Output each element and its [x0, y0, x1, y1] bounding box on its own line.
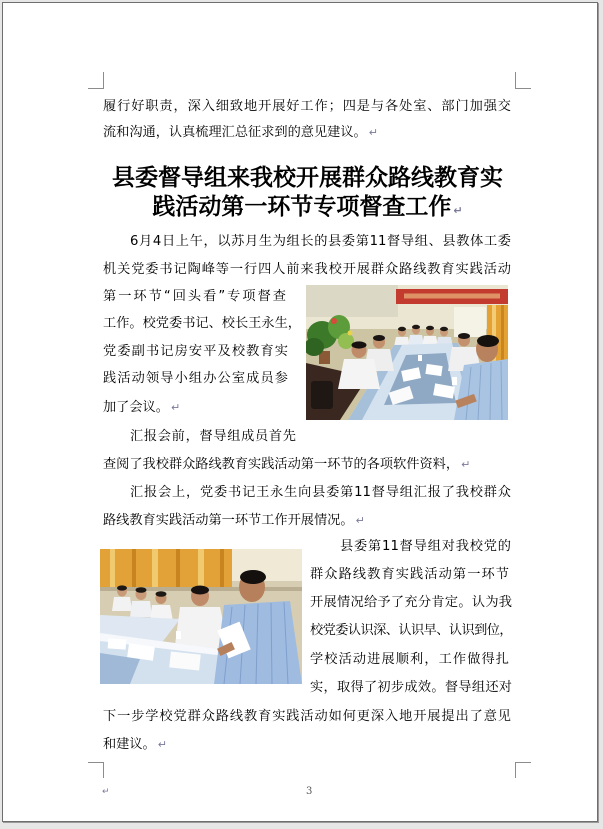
- meeting-photo-1-graphic: [306, 285, 508, 420]
- article-title-line: [103, 193, 512, 221]
- body-line: [103, 123, 378, 143]
- body-line: [103, 455, 470, 475]
- body-line: 校党委认识深、认识早、认识到位，: [310, 623, 512, 638]
- body-line: [103, 735, 167, 755]
- line-text: 流和沟通，认真梳理汇总征求到的意见建议。: [103, 125, 367, 140]
- paragraph-mark: ↵: [461, 458, 471, 471]
- body-line: 6月4日上午，以苏月生为组长的县委第11督导组、县教体工委: [130, 234, 511, 249]
- crop-mark-top-right: [515, 88, 531, 89]
- paragraph-mark: ↵: [368, 126, 378, 139]
- crop-mark-top-left: [103, 72, 104, 88]
- title-text: 践活动第一环节专项督查工作: [152, 194, 452, 220]
- body-line: 汇报会上，党委书记王永生向县委第11督导组汇报了我校群众: [130, 485, 511, 500]
- body-line: 履行好职责，深入细致地开展好工作；四是与各处室、部门加强交: [103, 99, 511, 114]
- crop-mark-top-right: [515, 72, 516, 88]
- line-text: 查阅了我校群众路线教育实践活动第一环节的各项软件资料，: [103, 457, 460, 472]
- paragraph-mark: ↵: [157, 738, 167, 751]
- body-line: 践活动领导小组办公室成员参: [103, 371, 288, 386]
- body-line: 党委副书记房安平及校教育实: [103, 344, 288, 359]
- paragraph-mark: ↵: [453, 204, 463, 217]
- line-text: 路线教育实践活动第一环节工作开展情况。: [103, 513, 354, 528]
- meeting-photo-2[interactable]: [100, 549, 302, 684]
- line-text: 和建议。: [103, 737, 156, 752]
- crop-mark-bottom-left: [88, 762, 104, 763]
- paragraph-mark: ↵: [355, 514, 365, 527]
- body-line: 第一环节“回头看”专项督查: [103, 289, 286, 304]
- body-line: 县委第11督导组对我校党的: [340, 539, 511, 554]
- body-line: 下一步学校党群众路线教育实践活动如何更深入地开展提出了意见: [103, 709, 511, 724]
- crop-mark-bottom-right: [515, 762, 516, 778]
- body-line: [103, 511, 365, 531]
- body-line: 实，取得了初步成效。督导组还对: [310, 680, 512, 695]
- body-line: [103, 398, 180, 418]
- body-line: 学校活动进展顺利，工作做得扎: [310, 652, 509, 667]
- crop-mark-bottom-left: [103, 762, 104, 778]
- body-line: 开展情况给予了充分肯定。认为我: [310, 595, 512, 610]
- crop-mark-bottom-right: [515, 762, 531, 763]
- meeting-photo-1[interactable]: [306, 285, 508, 420]
- body-line: 汇报会前，督导组成员首先: [130, 429, 296, 444]
- meeting-photo-2-graphic: [100, 549, 302, 684]
- paragraph-mark: ↵: [170, 401, 181, 414]
- body-line: 工作。校党委书记、校长王永生，: [103, 316, 301, 331]
- crop-mark-top-left: [88, 88, 104, 89]
- footer-paragraph-mark: ↵: [102, 787, 110, 797]
- body-line: 群众路线教育实践活动第一环节: [310, 567, 509, 582]
- article-title-line: 县委督导组来我校开展群众路线教育实: [112, 165, 503, 191]
- line-text: 加了会议。: [103, 400, 169, 415]
- page-number: 3: [306, 786, 313, 797]
- body-line: 机关党委书记陶峰等一行四人前来我校开展群众路线教育实践活动: [103, 262, 511, 277]
